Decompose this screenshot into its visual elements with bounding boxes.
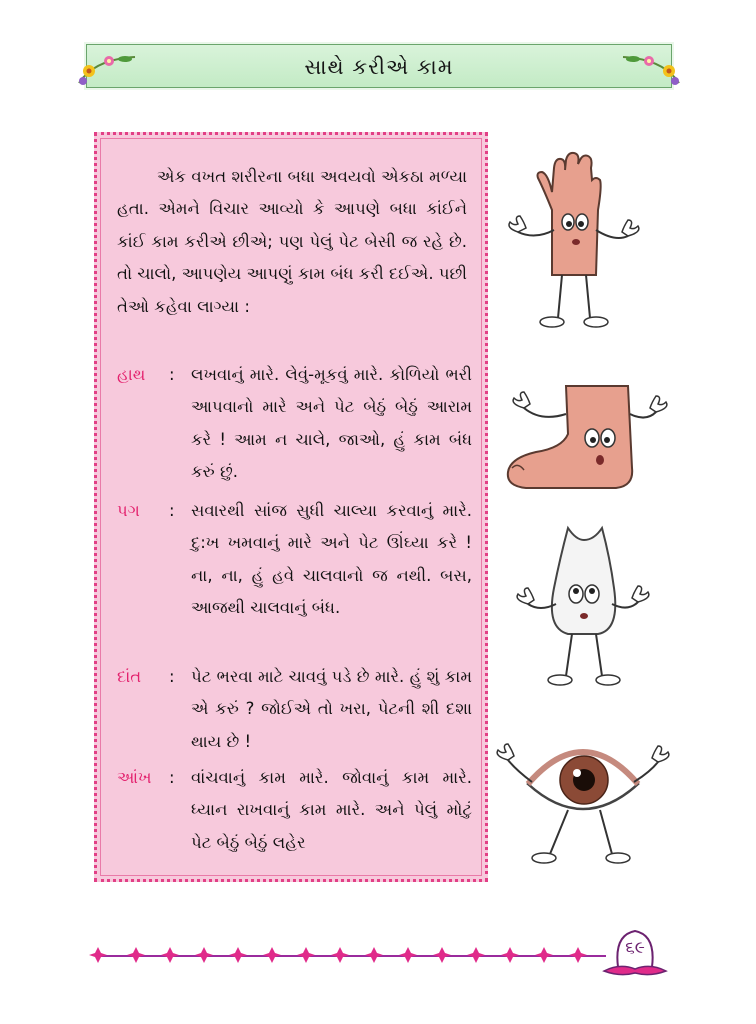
flower-icon [534,945,554,965]
flower-icon [228,945,248,965]
eye-character-illustration [488,726,678,871]
dialogue-teeth [117,661,472,758]
flower-icon [364,945,384,965]
separator: : [169,501,175,520]
flower-icon [466,945,486,965]
dialogue-text: વાંચવાનું કામ મારે. જોવાનું કામ મારે. ધ્યાન રાખવાનું કામ મારે. અને પેલું મોટું પેટ બેઠું બેઠું લહેર [191,768,472,852]
hand-character-illustration [500,150,650,330]
foot-character-illustration [496,378,676,508]
speaker-label: દાંત [117,667,142,686]
page-number-badge [600,923,670,977]
flower-icon [432,945,452,965]
separator: : [169,365,175,384]
flower-icon [88,945,108,965]
story-box [94,132,488,882]
flower-icon [262,945,282,965]
dialogue-text: પેટ ભરવા માટે ચાવવું પડે છે મારે. હું શું કામ એ કરું ? જોઈએ તો ખરા, પેટની શી દશા થાય છે ! [191,667,472,751]
page-number: ૬૯ [625,938,645,958]
flower-icon [296,945,316,965]
dialogue-hand [117,359,472,489]
flower-icon [568,945,588,965]
flower-icon [160,945,180,965]
flower-icon [330,945,350,965]
tooth-character-illustration [510,518,660,698]
separator: : [169,768,175,787]
flower-icon [398,945,418,965]
flower-corner-right-icon [613,49,683,87]
page-title: સાથે કરીએ કામ [304,55,454,79]
dialogue-eye [117,762,472,859]
flower-icon [500,945,520,965]
speaker-label: પગ [117,501,140,520]
dialogue-text: સવારથી સાંજ સુધી ચાલ્યા કરવાનું મારે. દુ:ખ ખમવાનું મારે અને પેટ ઊંઘ્યા કરે ! ના, ના, હું હવે ચાલવાનો જ નથી. બસ, આજથી ચાલવાનું બંધ. [191,501,472,618]
flower-corner-left-icon [75,49,145,87]
flower-icon [194,945,214,965]
speaker-label: આંખ [117,768,152,787]
flower-icon [126,945,146,965]
dialogue-leg [117,495,472,625]
title-bar [86,44,672,88]
intro-paragraph: એક વખત શરીરના બધા અવયવો એકઠા મળ્યા હતા. એમને વિચાર આવ્યો કે આપણે બધા કાંઈને કાંઈ કામ કરીએ છીએ; પણ પેલું પેટ બેસી જ રહે છે. તો ચાલો, આપણેય આપણું કામ બંધ કરી દઈએ. પછી તેઓ કહેવા લાગ્યા : [117,167,467,316]
separator: : [169,667,175,686]
speaker-label: હાથ [117,365,146,384]
dialogue-text: લખવાનું મારે. લેવું-મૂકવું મારે. કોળિયો ભરી આપવાનો મારે અને પેટ બેઠું બેઠું આરામ કરે ! આમ ન ચાલે, જાઓ, હું કામ બંધ કરું છું. [191,365,472,482]
